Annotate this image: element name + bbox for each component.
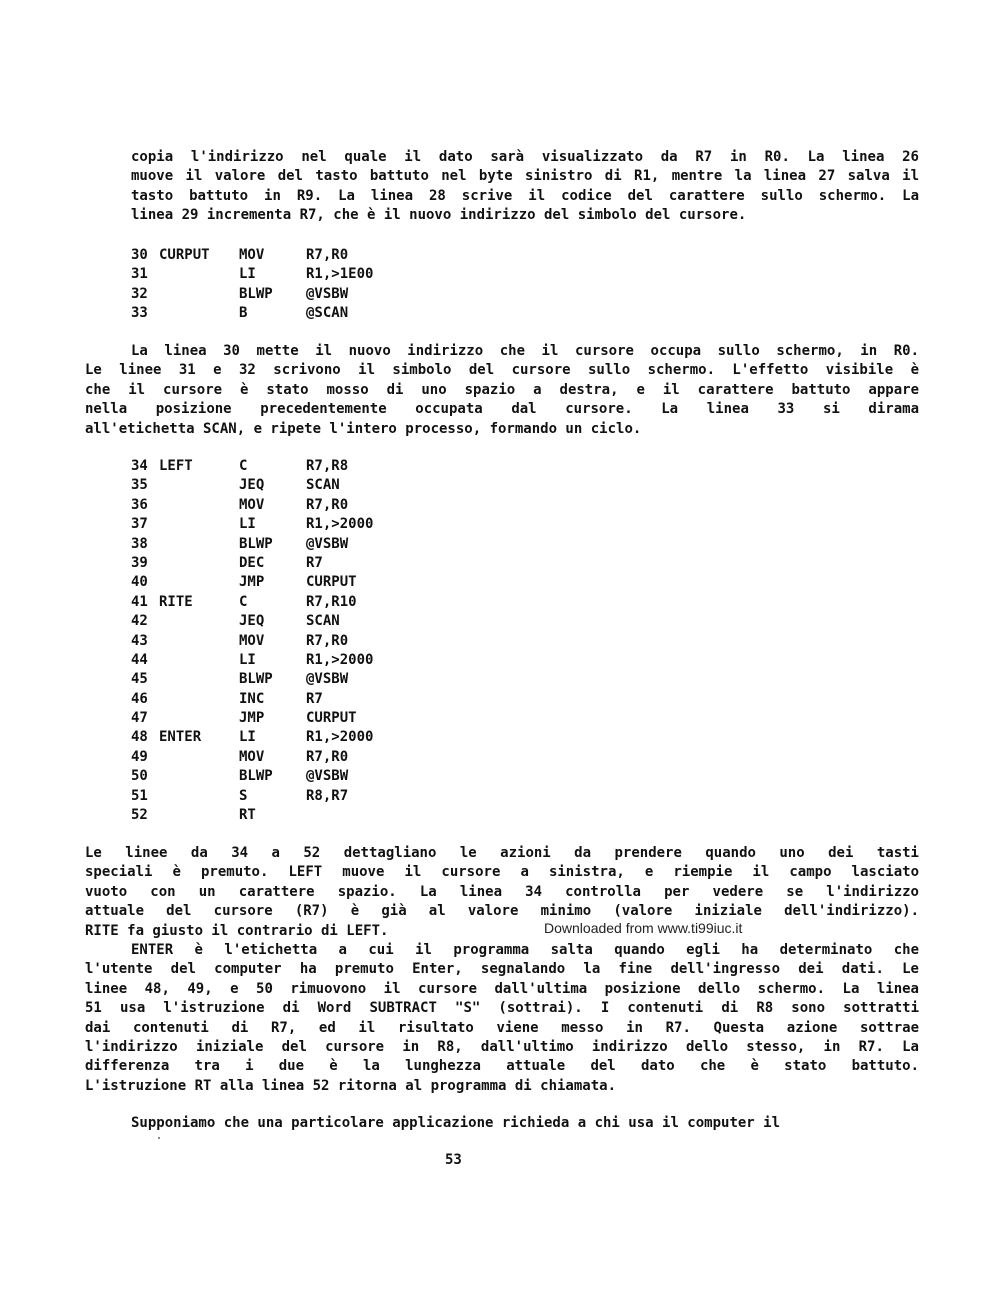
code-label: LEFT [159, 458, 193, 474]
code-opcode: JEQ [239, 613, 265, 630]
text-line: linee 48, 49, e 50 rimuovono il cursore dall'ultima posizione dello schermo. La linea [85, 980, 919, 997]
line-number: 30 [131, 247, 148, 263]
line-number: 40 [131, 574, 148, 591]
code-opcode: C [239, 458, 248, 474]
code-operand: @VSBW [306, 285, 349, 302]
code-opcode: BLWP [239, 285, 273, 302]
code-operand: R7 [306, 690, 323, 707]
code-opcode: RT [239, 807, 256, 824]
code-operand: R8,R7 [306, 787, 349, 804]
code-opcode: S [239, 787, 248, 804]
line-number: 48 [131, 729, 148, 746]
code-opcode: LI [239, 266, 256, 283]
paragraph-4 [85, 941, 919, 1096]
code-operand: CURPUT [306, 710, 357, 727]
code-operand: R7,R0 [306, 247, 349, 263]
text-line: vuoto con un carattere spazio. La linea 34 controlla per vedere se l'indirizzo [85, 883, 919, 900]
code-opcode: MOV [239, 247, 265, 263]
line-number: 41 [131, 593, 148, 610]
code-operand: SCAN [306, 477, 340, 494]
code-opcode: INC [239, 690, 265, 707]
line-number: 39 [131, 554, 148, 571]
text-line: muove il valore del tasto battuto nel byte sinistro di R1, mentre la linea 27 salva il [131, 168, 919, 185]
line-number: 47 [131, 710, 148, 727]
text-line: tasto battuto in R9. La linea 28 scrive il codice del carattere sullo schermo. La [131, 187, 919, 204]
code-opcode: BLWP [239, 671, 273, 688]
download-watermark: Downloaded from www.ti99iuc.it [544, 920, 743, 936]
code-operand: R7 [306, 554, 323, 571]
code-operand: R1,>2000 [306, 729, 374, 746]
text-line: L'istruzione RT alla linea 52 ritorna al programma di chiamata. [85, 1077, 617, 1094]
code-operand: R7,R8 [306, 458, 349, 474]
code-operand: R1,>2000 [306, 651, 374, 668]
code-operand: R1,>2000 [306, 516, 374, 533]
text-line: differenza tra i due è la lunghezza attuale del dato che è stato battuto. [85, 1058, 919, 1075]
text-line: Le linee da 34 a 52 dettagliano le azioni da prendere quando uno dei tasti [85, 845, 919, 861]
code-opcode: BLWP [239, 535, 273, 552]
code-opcode: JMP [239, 710, 265, 727]
line-number: 35 [131, 477, 148, 494]
code-operand: SCAN [306, 613, 340, 630]
line-number: 31 [131, 266, 148, 283]
code-label: RITE [159, 593, 193, 610]
line-number: 42 [131, 613, 148, 630]
paragraph-2 [85, 342, 919, 439]
code-opcode: BLWP [239, 768, 273, 785]
paragraph-5 [131, 1114, 965, 1133]
text-line: che il cursore è stato mosso di uno spazio a destra, e il carattere battuto appare [85, 381, 919, 398]
code-operand: R7,R0 [306, 748, 349, 765]
line-number: 32 [131, 285, 148, 302]
paragraph-1 [131, 148, 919, 226]
text-line: copia l'indirizzo nel quale il dato sarà visualizzato da R7 in R0. La linea 26 [131, 149, 919, 165]
code-opcode: MOV [239, 632, 265, 649]
text-line: La linea 30 mette il nuovo indirizzo che il cursore occupa sullo schermo, in R0. [131, 343, 919, 359]
code-label: ENTER [159, 729, 202, 746]
text-line: nella posizione precedentemente occupata dal cursore. La linea 33 si dirama [85, 401, 919, 418]
line-number: 45 [131, 671, 148, 688]
line-number: 52 [131, 807, 148, 824]
text-line: ENTER è l'etichetta a cui il programma salta quando egli ha determinato che [131, 942, 919, 958]
code-operand: R7,R0 [306, 496, 349, 513]
text-line: RITE fa giusto il contrario di LEFT. [85, 922, 389, 939]
code-opcode: MOV [239, 748, 265, 765]
text-line: Le linee 31 e 32 scrivono il simbolo del cursore sullo schermo. L'effetto visibile è [85, 362, 919, 379]
line-number: 37 [131, 516, 148, 533]
code-opcode: DEC [239, 554, 265, 571]
paragraph-3 [85, 844, 919, 941]
speck [158, 1137, 160, 1139]
line-number: 44 [131, 651, 148, 668]
code-opcode: C [239, 593, 248, 610]
text-line: speciali è premuto. LEFT muove il cursore a sinistra, e riempie il campo lasciato [85, 864, 919, 881]
text-line: attuale del cursore (R7) è già al valore minimo (valore iniziale dell'indirizzo). [85, 903, 919, 920]
line-number: 43 [131, 632, 148, 649]
code-operand: @VSBW [306, 768, 349, 785]
code-opcode: LI [239, 729, 256, 746]
code-opcode: JMP [239, 574, 265, 591]
code-operand: R7,R10 [306, 593, 357, 610]
line-number: 50 [131, 768, 148, 785]
text-line: Supponiamo che una particolare applicazione richieda a chi usa il computer il [131, 1115, 781, 1131]
text-line: all'etichetta SCAN, e ripete l'intero processo, formando un ciclo. [85, 420, 642, 437]
code-operand: R7,R0 [306, 632, 349, 649]
code-opcode: MOV [239, 496, 265, 513]
text-line: l'utente del computer ha premuto Enter, segnalando la fine dell'ingresso dei dati. Le [85, 961, 919, 978]
line-number: 34 [131, 458, 148, 474]
code-opcode: B [239, 305, 248, 322]
code-operand: @SCAN [306, 305, 349, 322]
code-opcode: LI [239, 516, 256, 533]
line-number: 38 [131, 535, 148, 552]
text-line: dai contenuti di R7, ed il risultato viene messo in R7. Questa azione sottrae [85, 1019, 919, 1036]
line-number: 51 [131, 787, 148, 804]
code-operand: R1,>1E00 [306, 266, 374, 283]
code-label: CURPUT [159, 247, 210, 263]
code-opcode: LI [239, 651, 256, 668]
line-number: 36 [131, 496, 148, 513]
text-line: linea 29 incrementa R7, che è il nuovo indirizzo del simbolo del cursore. [131, 207, 747, 224]
line-number: 46 [131, 690, 148, 707]
code-operand: @VSBW [306, 535, 349, 552]
code-operand: CURPUT [306, 574, 357, 591]
line-number: 49 [131, 748, 148, 765]
code-operand: @VSBW [306, 671, 349, 688]
line-number: 33 [131, 305, 148, 322]
page-number: 53 [445, 1152, 462, 1168]
text-line: 51 usa l'istruzione di Word SUBTRACT "S" (sottrai). I contenuti di R8 sono sottratti [85, 1000, 919, 1017]
text-line: l'indirizzo iniziale del cursore in R8, dall'ultimo indirizzo dello stesso, in R7. La [85, 1039, 919, 1056]
code-opcode: JEQ [239, 477, 265, 494]
